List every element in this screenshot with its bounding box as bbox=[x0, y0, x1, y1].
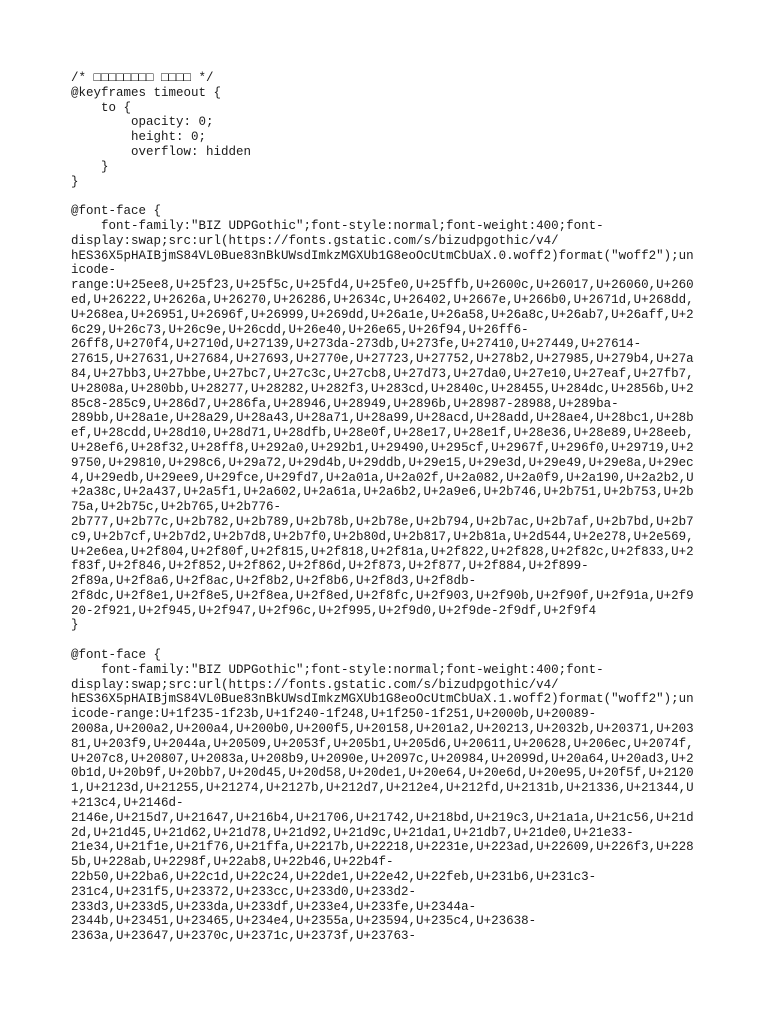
code-line: 6c29,U+26c73,U+26c9e,U+26cdd,U+26e40,U+26e65,U+26f94,U+26ff6- bbox=[71, 322, 529, 337]
code-line bbox=[71, 633, 701, 648]
code-line: @font-face { bbox=[71, 648, 162, 663]
code-line: 2d,U+21d45,U+21d62,U+21d78,U+21d92,U+21d9c,U+21da1,U+21db7,U+21de0,U+21e33- bbox=[71, 825, 634, 840]
code-line: U+28ef6,U+28f32,U+28ff8,U+292a0,U+292b1,U+29490,U+295cf,U+2967f,U+296f0,U+29719,U+2 bbox=[71, 440, 694, 455]
code-line: 0b1d,U+20b9f,U+20bb7,U+20d45,U+20d58,U+20de1,U+20e64,U+20e6d,U+20e95,U+20f5f,U+2120 bbox=[71, 766, 694, 781]
code-line: U+2808a,U+280bb,U+28277,U+28282,U+282f3,U+283cd,U+2840c,U+28455,U+284dc,U+2856b,U+2 bbox=[71, 381, 694, 396]
code-line: 2008a,U+200a2,U+200a4,U+200b0,U+200f5,U+20158,U+201a2,U+20213,U+2032b,U+20371,U+203 bbox=[71, 722, 694, 737]
code-line: 233d3,U+233d5,U+233da,U+233df,U+233e4,U+233fe,U+2344a- bbox=[71, 899, 477, 914]
code-line: 5b,U+228ab,U+2298f,U+22ab8,U+22b46,U+22b4f- bbox=[71, 855, 394, 870]
code-line: opacity: 0; bbox=[71, 115, 214, 130]
code-line: U+207c8,U+20807,U+2083a,U+208b9,U+2090e,U+2097c,U+20984,U+2099d,U+20a64,U+20ad3,U+2 bbox=[71, 751, 694, 766]
code-line: 4,U+29edb,U+29ee9,U+29fce,U+29fd7,U+2a01a,U+2a02f,U+2a082,U+2a0f9,U+2a190,U+2a2b2,U bbox=[71, 470, 694, 485]
css-source-document bbox=[71, 71, 701, 944]
code-line: icode- bbox=[71, 263, 117, 278]
code-line: display:swap;src:url(https://fonts.gstatic.com/s/bizudpgothic/v4/ bbox=[71, 677, 559, 692]
code-line: font-family:"BIZ UDPGothic";font-style:normal;font-weight:400;font- bbox=[71, 218, 604, 233]
code-line: /* □□□□□□□□ □□□□ */ bbox=[71, 71, 214, 85]
code-line: overflow: hidden bbox=[71, 144, 252, 159]
code-line: 2f8dc,U+2f8e1,U+2f8e5,U+2f8ea,U+2f8ed,U+2f8fc,U+2f903,U+2f90b,U+2f90f,U+2f91a,U+2f9 bbox=[71, 588, 694, 603]
code-line: @font-face { bbox=[71, 204, 162, 219]
code-line: +2a38c,U+2a437,U+2a5f1,U+2a602,U+2a61a,U+2a6b2,U+2a9e6,U+2b746,U+2b751,U+2b753,U+2b bbox=[71, 485, 694, 500]
code-line: 75a,U+2b75c,U+2b765,U+2b776- bbox=[71, 500, 282, 515]
code-line: @keyframes timeout { bbox=[71, 85, 222, 100]
code-line: ef,U+28cdd,U+28d10,U+28d71,U+28dfb,U+28e0f,U+28e17,U+28e1f,U+28e36,U+28e89,U+28eeb, bbox=[71, 426, 694, 441]
code-line: 2f89a,U+2f8a6,U+2f8ac,U+2f8b2,U+2f8b6,U+2f8d3,U+2f8db- bbox=[71, 574, 477, 589]
code-line: hES36X5pHAIBjmS84VL0Bue83nBkUWsdImkzMGXUb1G8eoOcUtmCbUaX.0.woff2)format("woff2");un bbox=[71, 248, 694, 263]
code-line: U+2e6ea,U+2f804,U+2f80f,U+2f815,U+2f818,U+2f81a,U+2f822,U+2f828,U+2f82c,U+2f833,U+2 bbox=[71, 544, 694, 559]
code-line: 20-2f921,U+2f945,U+2f947,U+2f96c,U+2f995,U+2f9d0,U+2f9de-2f9df,U+2f9f4 bbox=[71, 603, 597, 618]
code-line: 289bb,U+28a1e,U+28a29,U+28a43,U+28a71,U+28a99,U+28acd,U+28add,U+28ae4,U+28bc1,U+28b bbox=[71, 411, 694, 426]
code-line: 21e34,U+21f1e,U+21f76,U+21ffa,U+2217b,U+22218,U+2231e,U+223ad,U+22609,U+226f3,U+228 bbox=[71, 840, 694, 855]
code-line: 231c4,U+231f5,U+23372,U+233cc,U+233d0,U+233d2- bbox=[71, 884, 417, 899]
code-line: 27615,U+27631,U+27684,U+27693,U+2770e,U+27723,U+27752,U+278b2,U+27985,U+279b4,U+27a bbox=[71, 352, 694, 367]
code-line: 2344b,U+23451,U+23465,U+234e4,U+2355a,U+23594,U+235c4,U+23638- bbox=[71, 914, 537, 929]
code-line: } bbox=[71, 618, 79, 633]
code-line: ed,U+26222,U+2626a,U+26270,U+26286,U+2634c,U+26402,U+2667e,U+266b0,U+2671d,U+268dd, bbox=[71, 292, 694, 307]
code-line: height: 0; bbox=[71, 130, 207, 145]
code-line: 85c8-285c9,U+286d7,U+286fa,U+28946,U+28949,U+2896b,U+28987-28988,U+289ba- bbox=[71, 396, 619, 411]
code-line: to { bbox=[71, 100, 132, 115]
code-line: 2146e,U+215d7,U+21647,U+216b4,U+21706,U+21742,U+218bd,U+219c3,U+21a1a,U+21c56,U+21d bbox=[71, 810, 694, 825]
code-line bbox=[71, 189, 701, 204]
code-line: 81,U+203f9,U+2044a,U+20509,U+2053f,U+205b1,U+205d6,U+20611,U+20628,U+206ec,U+2074f, bbox=[71, 736, 694, 751]
code-line: 26ff8,U+270f4,U+2710d,U+27139,U+273da-273db,U+273fe,U+27410,U+27449,U+27614- bbox=[71, 337, 642, 352]
code-line: display:swap;src:url(https://fonts.gstatic.com/s/bizudpgothic/v4/ bbox=[71, 233, 559, 248]
code-line: } bbox=[71, 159, 109, 174]
code-line: icode-range:U+1f235-1f23b,U+1f240-1f248,U+1f250-1f251,U+2000b,U+20089- bbox=[71, 707, 597, 722]
code-line: font-family:"BIZ UDPGothic";font-style:normal;font-weight:400;font- bbox=[71, 662, 604, 677]
code-line: f83f,U+2f846,U+2f852,U+2f862,U+2f86d,U+2f873,U+2f877,U+2f884,U+2f899- bbox=[71, 559, 589, 574]
code-line: +213c4,U+2146d- bbox=[71, 796, 184, 811]
code-line: 22b50,U+22ba6,U+22c1d,U+22c24,U+22de1,U+22e42,U+22feb,U+231b6,U+231c3- bbox=[71, 870, 597, 885]
code-line: range:U+25ee8,U+25f23,U+25f5c,U+25fd4,U+25fe0,U+25ffb,U+2600c,U+26017,U+26060,U+260 bbox=[71, 278, 694, 293]
code-line: 2363a,U+23647,U+2370c,U+2371c,U+2373f,U+23763- bbox=[71, 929, 417, 944]
code-line: } bbox=[71, 174, 79, 189]
code-line: 9750,U+29810,U+298c6,U+29a72,U+29d4b,U+29ddb,U+29e15,U+29e3d,U+29e49,U+29e8a,U+29ec bbox=[71, 455, 694, 470]
code-line: hES36X5pHAIBjmS84VL0Bue83nBkUWsdImkzMGXUb1G8eoOcUtmCbUaX.1.woff2)format("woff2");un bbox=[71, 692, 694, 707]
code-line: 84,U+27bb3,U+27bbe,U+27bc7,U+27c3c,U+27cb8,U+27d73,U+27da0,U+27e10,U+27eaf,U+27fb7, bbox=[71, 366, 694, 381]
code-line: 2b777,U+2b77c,U+2b782,U+2b789,U+2b78b,U+2b78e,U+2b794,U+2b7ac,U+2b7af,U+2b7bd,U+2b7 bbox=[71, 514, 694, 529]
code-line: 1,U+2123d,U+21255,U+21274,U+2127b,U+212d7,U+212e4,U+212fd,U+2131b,U+21336,U+21344,U bbox=[71, 781, 694, 796]
code-line: U+268ea,U+26951,U+2696f,U+26999,U+269dd,U+26a1e,U+26a58,U+26a8c,U+26ab7,U+26aff,U+2 bbox=[71, 307, 694, 322]
code-line: c9,U+2b7cf,U+2b7d2,U+2b7d8,U+2b7f0,U+2b80d,U+2b817,U+2b81a,U+2d544,U+2e278,U+2e569, bbox=[71, 529, 694, 544]
